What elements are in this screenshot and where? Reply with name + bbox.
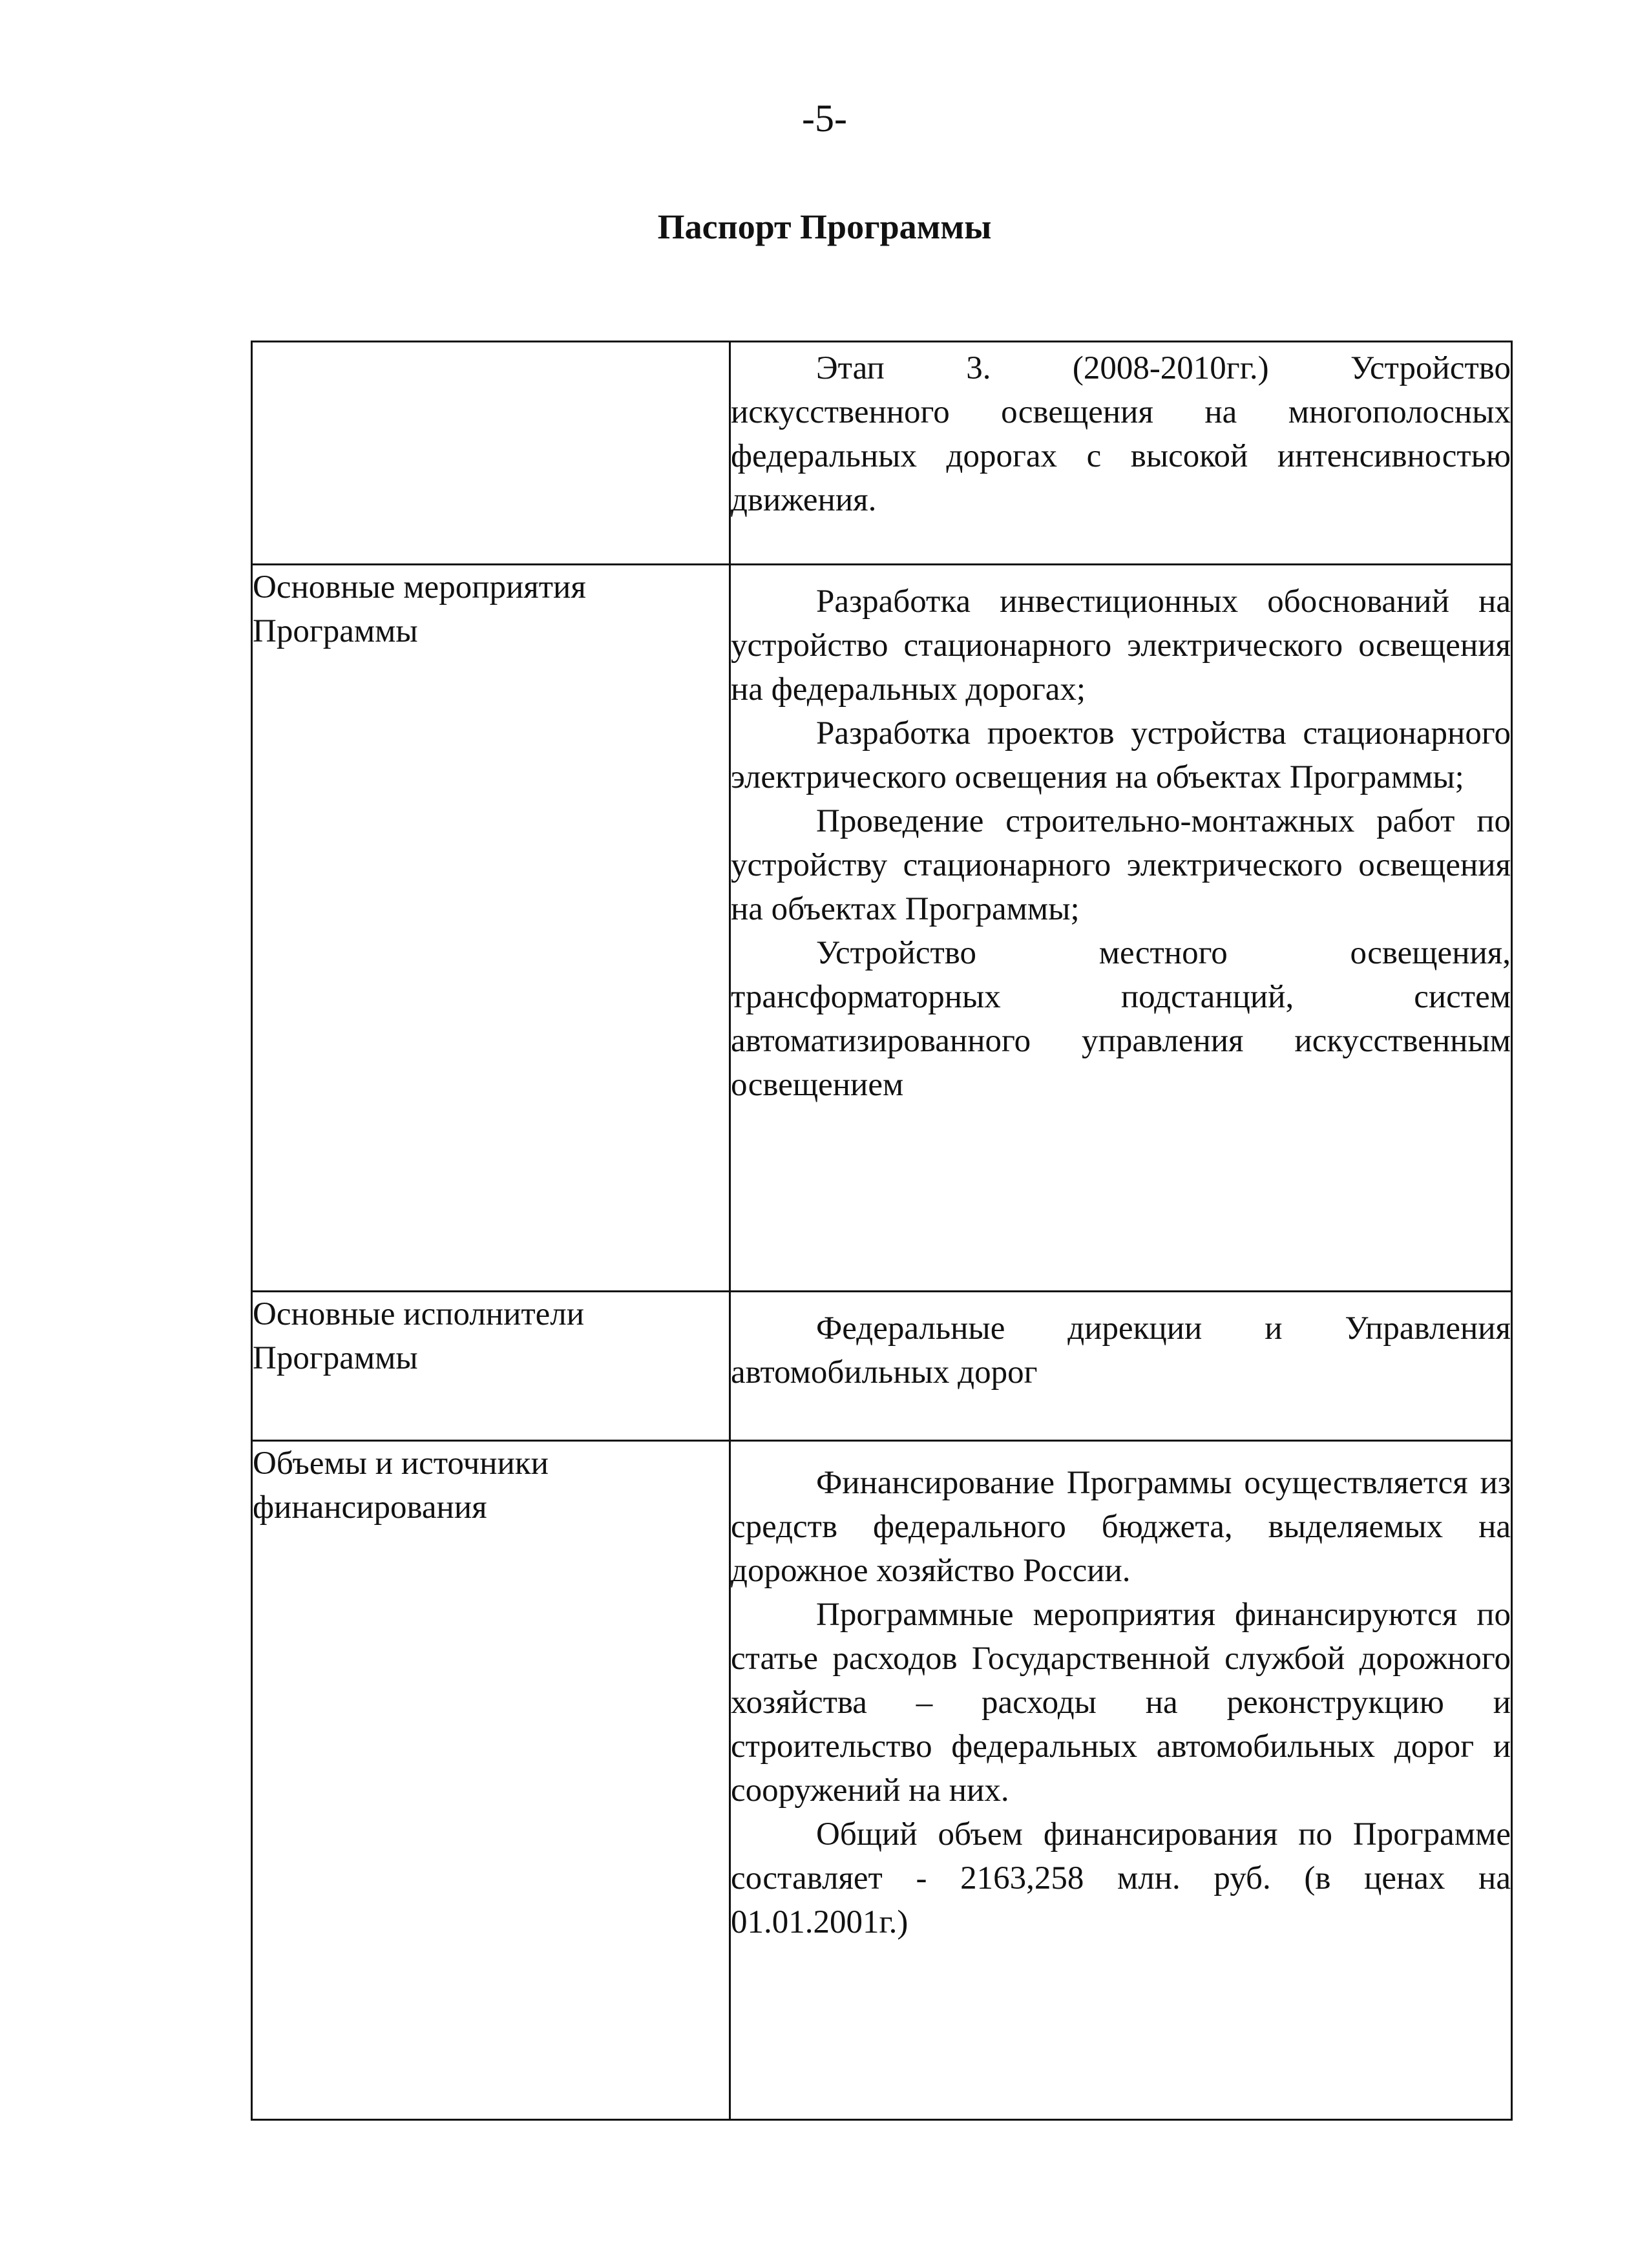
passport-table (251, 341, 1513, 2121)
content-paragraph: Финансирование Программы осуществляется из средств федерального бюджета, выделяемых на дорожное хозяйство России. (731, 1465, 1511, 1589)
content-paragraph: Этап 3. (2008-2010гг.) Устройство искусственного освещения на многополосных федеральных дорогах с высокой интенсивностью движения. (731, 350, 1511, 518)
page-title: Паспорт Программы (657, 207, 992, 246)
content-paragraph: Устройство местного освещения, трансформаторных подстанций, систем автоматизированного управления искусственным освещением (731, 935, 1511, 1103)
table-row-main-measures (252, 565, 1512, 1292)
row-content-funding (730, 1441, 1512, 2120)
content-paragraph: Проведение строительно-монтажных работ по устройству стационарного электрического освещения на объектах Программы; (731, 803, 1511, 927)
row-label-funding: Объемы и источники финансирования (252, 1441, 730, 2120)
content-paragraph: Разработка инвестиционных обоснований на устройство стационарного электрического освещения на федеральных дорогах; (731, 583, 1511, 708)
content-paragraph: Общий объем финансирования по Программе составляет - 2163,258 млн. руб. (в ценах на 01.01.2001г.) (731, 1816, 1511, 1940)
content-paragraph: Программные мероприятия финансируются по статье расходов Государственной службой дорожного хозяйства – расходы на реконструкцию и строительство федеральных автомобильных дорог и сооружений на них. (731, 1597, 1511, 1809)
content-paragraph: Федеральные дирекции и Управления автомобильных дорог (731, 1310, 1511, 1391)
row-content-stage (730, 342, 1512, 565)
row-label-stage (252, 342, 730, 565)
table-row-funding (252, 1441, 1512, 2120)
row-content-main-executors (730, 1292, 1512, 1441)
content-paragraph: Разработка проектов устройства стационарного электрического освещения на объектах Программы; (731, 715, 1511, 795)
table-row-main-executors (252, 1292, 1512, 1441)
page-number: -5- (802, 97, 847, 140)
row-label-main-measures: Основные мероприятия Программы (252, 565, 730, 1292)
row-content-main-measures (730, 565, 1512, 1292)
table-row-stage (252, 342, 1512, 565)
row-label-main-executors: Основные исполнители Программы (252, 1292, 730, 1441)
